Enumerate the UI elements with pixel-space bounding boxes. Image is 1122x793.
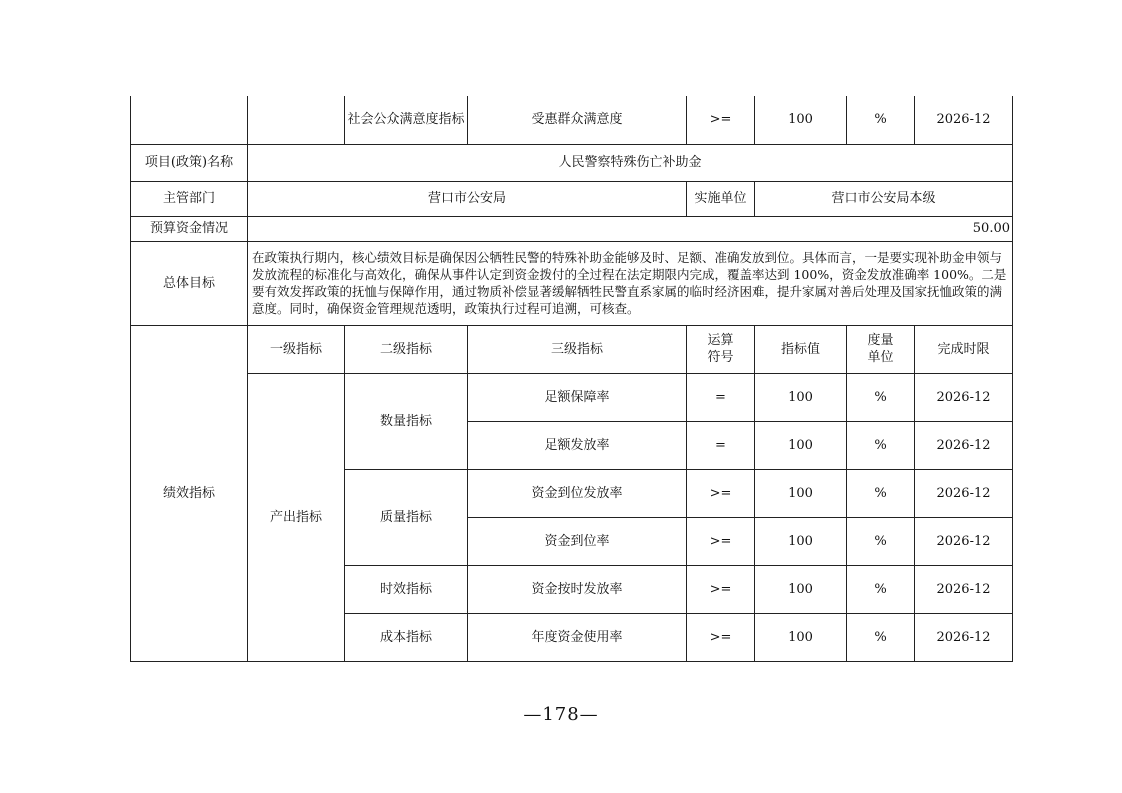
deadline-cell: 2026-12 [915, 469, 1013, 517]
level3-cell: 资金到位发放率 [468, 469, 687, 517]
project-name-label: 项目(政策)名称 [131, 144, 248, 181]
value-cell: 100 [755, 565, 847, 613]
operator-cell: >= [687, 565, 755, 613]
level3-cell: 年度资金使用率 [468, 613, 687, 661]
dept-label: 主管部门 [131, 181, 248, 216]
level3-cell: 资金到位率 [468, 517, 687, 565]
table-row [131, 216, 1013, 241]
empty-cell [248, 96, 345, 144]
deadline-cell: 2026-12 [915, 613, 1013, 661]
group-cost: 成本指标 [345, 613, 468, 661]
level3-cell: 受惠群众满意度 [468, 96, 687, 144]
indicators-section-label: 绩效指标 [131, 325, 248, 661]
unit-cell: % [847, 469, 915, 517]
header-operator-line2: 符号 [707, 350, 734, 365]
unit-cell: % [847, 517, 915, 565]
table-row [131, 181, 1013, 216]
level3-cell: 足额保障率 [468, 373, 687, 421]
deadline-cell: 2026-12 [915, 96, 1013, 144]
goal-text: 在政策执行期内，核心绩效目标是确保因公牺牲民警的特殊补助金能够及时、足额、准确发放到位。具体而言，一是要实现补助金申领与发放流程的标准化与高效化，确保从事件认定到资金拨付的全过程在法定期限内完成，覆盖率达到 100%，资金发放准确率 100%。二是要有效发挥政策的抚恤与保障作用，通过物质补偿显著缓解牺牲民警直系家属的临时经济困难，提升家属对善后处理及国家抚恤政策的满意度。同时，确保资金管理规范透明，政策执行过程可追溯，可核查。 [248, 241, 1013, 325]
operator-cell: >= [687, 96, 755, 144]
table-row [131, 373, 1013, 421]
deadline-cell: 2026-12 [915, 373, 1013, 421]
value-cell: 100 [755, 421, 847, 469]
table-row [131, 96, 1013, 144]
operator-cell: >= [687, 613, 755, 661]
header-level1: 一级指标 [248, 325, 345, 373]
value-cell: 100 [755, 469, 847, 517]
group-quantity: 数量指标 [345, 373, 468, 469]
goal-label: 总体目标 [131, 241, 248, 325]
header-operator [687, 325, 755, 373]
deadline-cell: 2026-12 [915, 565, 1013, 613]
value-cell: 100 [755, 373, 847, 421]
unit-cell: % [847, 565, 915, 613]
budget-value: 50.00 [248, 216, 1013, 241]
unit-cell: % [847, 613, 915, 661]
level1-output: 产出指标 [248, 373, 345, 661]
page-number: —178— [523, 704, 599, 725]
table-row [131, 241, 1013, 325]
value-cell: 100 [755, 613, 847, 661]
unit-cell: % [847, 421, 915, 469]
project-name: 人民警察特殊伤亡补助金 [248, 144, 1013, 181]
header-operator-line1: 运算 [707, 333, 734, 348]
value-cell: 100 [755, 517, 847, 565]
table-row [131, 144, 1013, 181]
deadline-cell: 2026-12 [915, 421, 1013, 469]
header-deadline: 完成时限 [915, 325, 1013, 373]
performance-target-table [130, 96, 1013, 662]
level3-cell: 足额发放率 [468, 421, 687, 469]
header-level2: 二级指标 [345, 325, 468, 373]
group-timeliness: 时效指标 [345, 565, 468, 613]
header-unit [847, 325, 915, 373]
header-value: 指标值 [755, 325, 847, 373]
level3-cell: 资金按时发放率 [468, 565, 687, 613]
unit-cell: % [847, 96, 915, 144]
operator-cell: = [687, 373, 755, 421]
level2-cell: 社会公众满意度指标 [345, 96, 468, 144]
impl-value: 营口市公安局本级 [755, 181, 1013, 216]
header-level3: 三级指标 [468, 325, 687, 373]
unit-cell: % [847, 373, 915, 421]
budget-label: 预算资金情况 [131, 216, 248, 241]
value-cell: 100 [755, 96, 847, 144]
operator-cell: >= [687, 469, 755, 517]
table-row [131, 325, 1013, 373]
impl-label: 实施单位 [687, 181, 755, 216]
group-quality: 质量指标 [345, 469, 468, 565]
deadline-cell: 2026-12 [915, 517, 1013, 565]
empty-cell [131, 96, 248, 144]
header-unit-line2: 单位 [867, 350, 894, 365]
dept-value: 营口市公安局 [248, 181, 687, 216]
operator-cell: >= [687, 517, 755, 565]
header-unit-line1: 度量 [867, 333, 894, 348]
operator-cell: = [687, 421, 755, 469]
